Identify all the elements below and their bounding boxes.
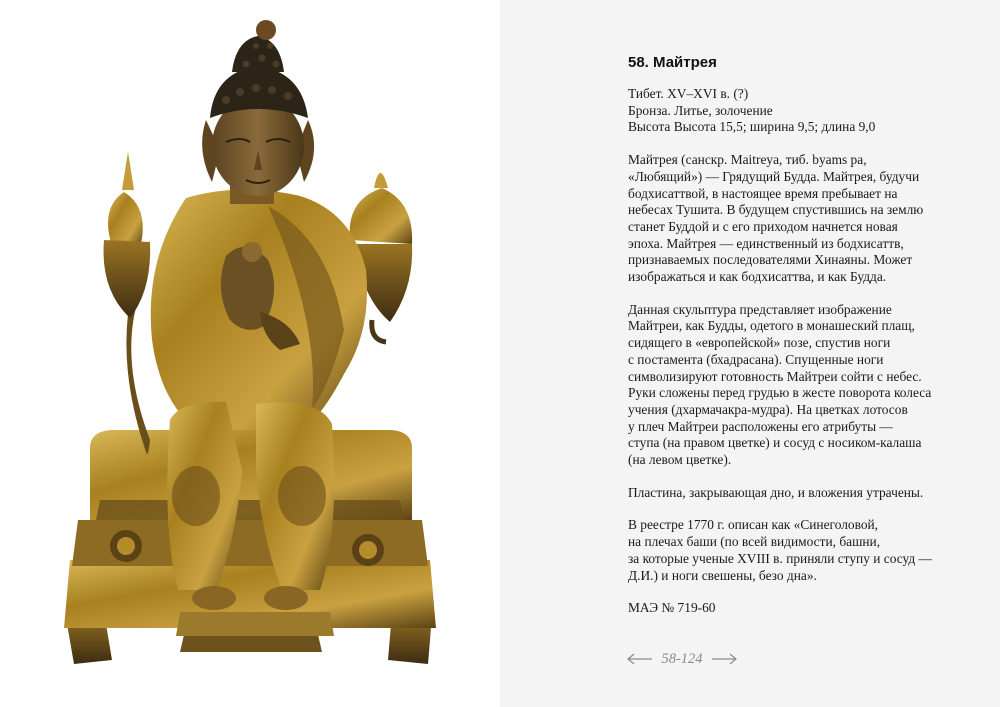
meta-block [628, 86, 968, 136]
page-navigation [627, 649, 737, 669]
text-line: изображаться и как бодхисаттва, и как Будда. [628, 269, 887, 285]
text-line: станет Буддой и с его приходом начнется новая [628, 218, 898, 234]
text-line: Пластина, закрывающая дно, и вложения утрачены. [628, 484, 924, 500]
text-line: Майтрея (санскр. Maitreya, тиб. byams pa, [628, 152, 867, 168]
inventory-number [628, 600, 968, 617]
text-line: «Любящий») — Грядущий Будда. Майтрея, будучи [628, 168, 920, 184]
text-line: В реестре 1770 г. описан как «Синеголовой, [628, 517, 879, 533]
text-line: Д.И.) и ноги свешены, безо дна». [628, 567, 817, 583]
text-line: МАЭ № 719-60 [628, 600, 716, 616]
text-line: за которые ученые XVIII в. приняли ступу и сосуд — [628, 550, 932, 566]
text-line: у плеч Майтреи расположены его атрибуты — [628, 418, 893, 434]
dimensions-line: Высота Высота 15,5; ширина 9,5; длина 9,0 [628, 119, 876, 135]
origin-line: Тибет. XV–XVI в. (?) [628, 86, 749, 101]
text-line: учения (дхармачакра-мудра). На цветках лотосов [628, 401, 908, 417]
text-line: Майтреи, как Будды, одетого в монашеский плащ, [628, 318, 915, 334]
catalog-entry [628, 54, 968, 633]
sculpture-paragraph [628, 302, 968, 469]
loss-note [628, 485, 968, 502]
text-line: бодхисаттвой, в настоящее время пребывает на [628, 185, 898, 201]
text-line: небесах Тушита. В будущем спустившись на землю [628, 202, 924, 218]
text-line: признаваемых последователями Хинаяны. Может [628, 252, 913, 268]
material-line: Бронза. Литье, золочение [628, 102, 773, 118]
text-line: Руки сложены перед грудью в жесте поворота колеса [628, 385, 932, 401]
text-line: символизируют готовность Майтреи сойти с небес. [628, 368, 922, 384]
arrow-left-icon[interactable] [627, 653, 653, 665]
text-line: на плечах баши (по всей видимости, башни, [628, 534, 881, 550]
page-range: 58-124 [661, 650, 703, 667]
text-page [500, 0, 1000, 707]
registry-paragraph [628, 517, 968, 584]
description-paragraph [628, 152, 968, 286]
text-line: (на левом цветке). [628, 452, 732, 468]
text-line: Данная скульптура представляет изображение [628, 301, 892, 317]
text-line: ступа (на правом цветке) и сосуд с носиком-калаша [628, 435, 922, 451]
text-line: эпоха. Майтрея — единственный из бодхисаттв, [628, 235, 904, 251]
text-line: с постамента (бхадрасана). Спущенные ноги [628, 351, 884, 367]
text-line: сидящего в «европейской» позе, спустив ноги [628, 335, 891, 351]
arrow-right-icon[interactable] [711, 653, 737, 665]
entry-title: 58. Майтрея [628, 54, 717, 71]
